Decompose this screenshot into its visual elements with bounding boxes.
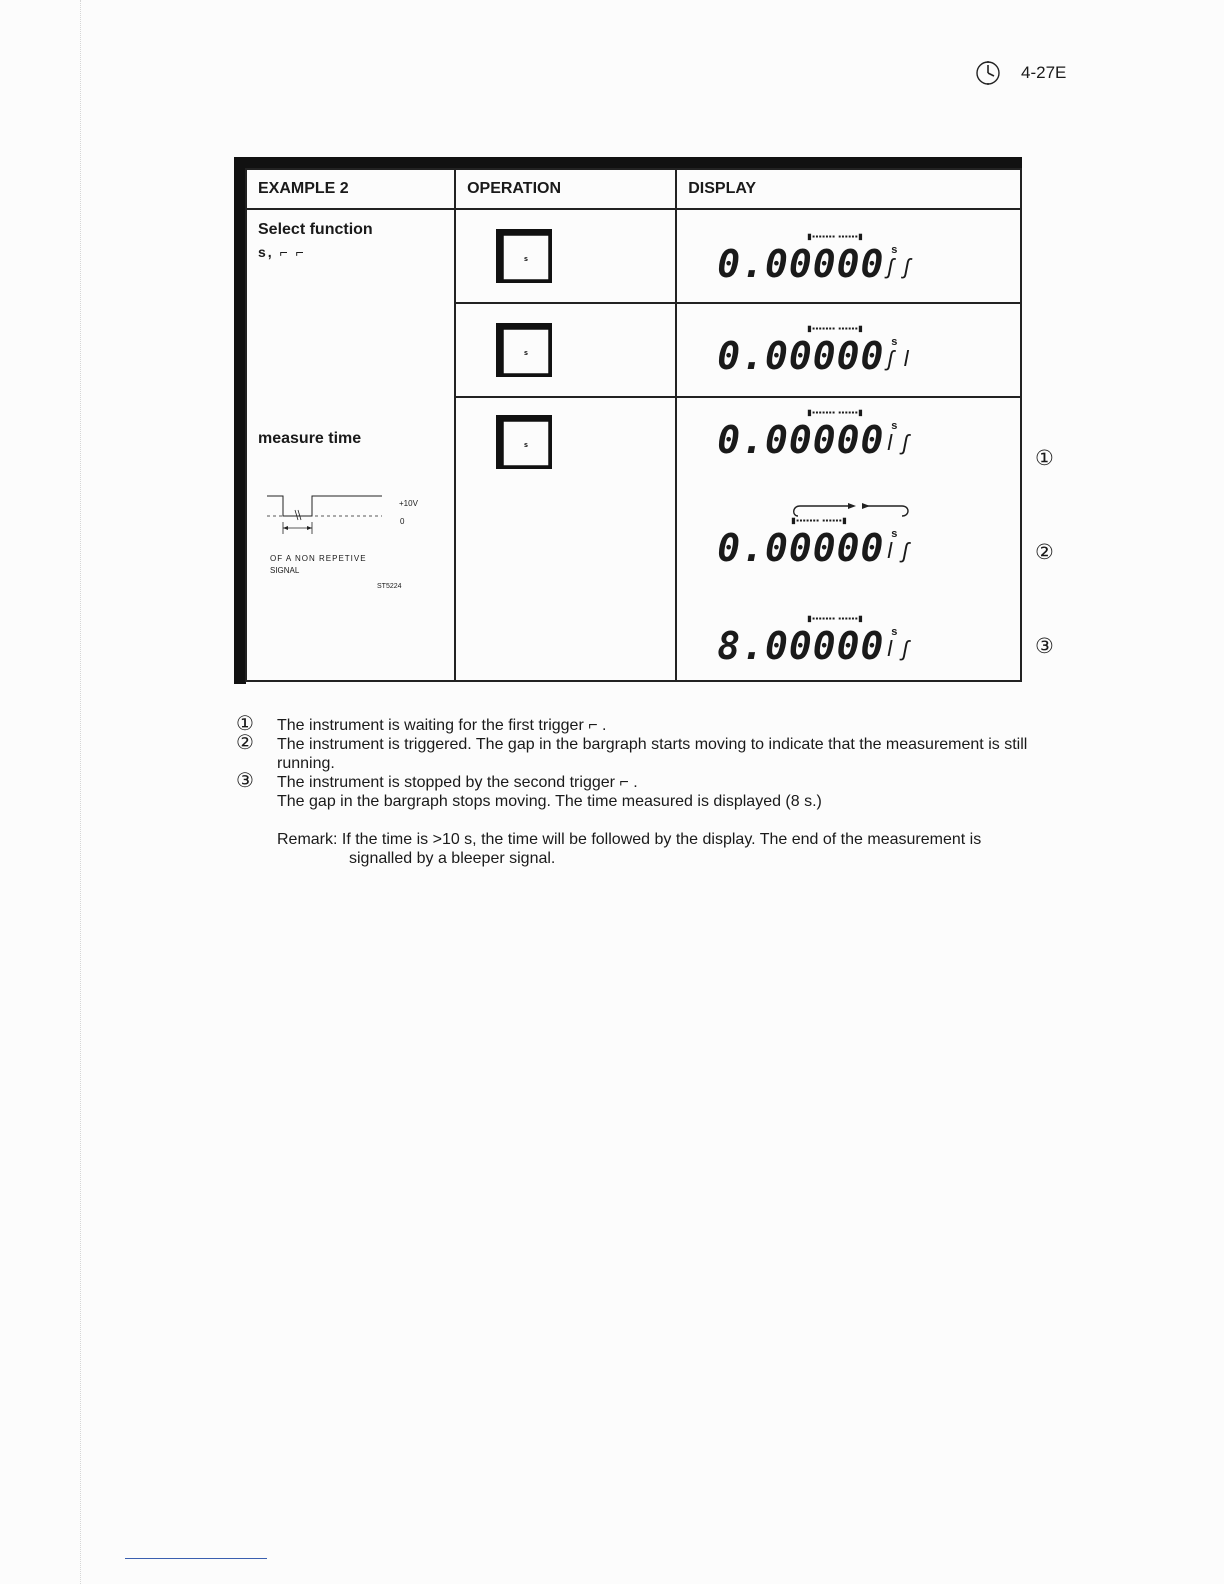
key-label: s xyxy=(524,442,529,449)
trigger-indicator: l ʃ xyxy=(887,538,911,563)
display-readout-4 xyxy=(677,516,1020,596)
figure-number: ST5224 xyxy=(377,583,402,590)
page-number: 4-27E xyxy=(1021,63,1067,82)
trigger-indicator: ʃ l xyxy=(887,346,911,371)
key-s-icon xyxy=(494,413,556,473)
trigger-indicator: l ʃ xyxy=(887,636,911,661)
trigger-indicator: l ʃ xyxy=(887,430,911,455)
note-text-continued: running. xyxy=(277,755,335,772)
remark-line2: signalled by a bleeper signal. xyxy=(349,850,556,867)
display-digits: 8.00000 xyxy=(717,624,885,668)
trigger-waveform xyxy=(267,492,417,537)
note-number: ② xyxy=(236,732,254,754)
select-function-title: Select function xyxy=(258,221,373,238)
display-cell-2 xyxy=(676,303,1021,397)
example-table xyxy=(234,157,1022,684)
wave-label-zero: 0 xyxy=(400,517,405,526)
note-text-continued: The gap in the bargraph stops moving. The time measured is displayed (8 s.) xyxy=(277,793,822,810)
scan-margin xyxy=(80,0,85,1584)
bargraph: ▮▪▪▪▪▪▪▪ ▪▪▪▪▪▪▮ xyxy=(807,614,864,623)
example-cell xyxy=(246,209,455,681)
operation-cell-2 xyxy=(455,303,676,397)
display-readout-5 xyxy=(677,614,1020,694)
display-digits: 0.00000 xyxy=(717,242,885,286)
remark-line1: Remark: If the time is >10 s, the time will be followed by the display. The end of the measurement is xyxy=(277,831,982,848)
wave-label-plus: +10V xyxy=(399,499,418,508)
display-unit: s xyxy=(891,528,898,540)
display-readout-1 xyxy=(677,232,1020,312)
display-unit: s xyxy=(891,244,898,256)
display-unit: s xyxy=(891,336,898,348)
bargraph: ▮▪▪▪▪▪▪▪ ▪▪▪▪▪▪▮ xyxy=(791,516,848,525)
note-text: The instrument is stopped by the second trigger ⌐ . xyxy=(277,774,638,791)
operation-cell-1 xyxy=(455,209,676,303)
display-digits: 0.00000 xyxy=(717,418,885,462)
wave-caption-line2: SIGNAL xyxy=(270,566,300,575)
bargraph: ▮▪▪▪▪▪▪▪ ▪▪▪▪▪▪▮ xyxy=(807,324,864,333)
page-header xyxy=(975,60,1066,86)
note-text: The instrument is triggered. The gap in the bargraph starts moving to indicate that the measurement is still xyxy=(277,736,1028,753)
note-text: The instrument is waiting for the first trigger ⌐ . xyxy=(277,717,607,734)
note-3 xyxy=(236,770,1072,811)
note-1 xyxy=(236,713,1072,735)
display-readout-3 xyxy=(677,408,1020,488)
key-label: s xyxy=(524,256,529,263)
scan-artifact-line xyxy=(125,1558,267,1559)
display-cell-1 xyxy=(676,209,1021,303)
operation-cell-3 xyxy=(455,397,676,681)
display-readout-2 xyxy=(677,324,1020,404)
marker-2: ② xyxy=(1035,541,1054,564)
note-2 xyxy=(236,732,1072,773)
wave-caption-line1: OF A NON REPETIVE xyxy=(270,554,367,563)
display-unit: s xyxy=(891,626,898,638)
note-number: ① xyxy=(236,713,254,735)
trigger-indicator: ʃ ʃ xyxy=(887,254,913,279)
measure-time-title: measure time xyxy=(258,430,362,447)
display-cell-3 xyxy=(676,397,1021,681)
notes-list xyxy=(236,713,1072,868)
key-s-icon xyxy=(494,227,556,287)
header-example: EXAMPLE 2 xyxy=(246,169,455,209)
display-digits: 0.00000 xyxy=(717,526,885,570)
header-operation: OPERATION xyxy=(455,169,676,209)
key-s-icon xyxy=(494,321,556,381)
display-unit: s xyxy=(891,420,898,432)
remark xyxy=(236,830,1072,868)
note-number: ③ xyxy=(236,770,254,792)
marker-3: ③ xyxy=(1035,635,1054,658)
header-display: DISPLAY xyxy=(676,169,1021,209)
bargraph: ▮▪▪▪▪▪▪▪ ▪▪▪▪▪▪▮ xyxy=(807,232,864,241)
display-digits: 0.00000 xyxy=(717,334,885,378)
key-label: s xyxy=(524,350,529,357)
marker-1: ① xyxy=(1035,447,1054,470)
select-function-symbols: s, ⌐ ⌐ xyxy=(258,244,306,260)
bargraph: ▮▪▪▪▪▪▪▪ ▪▪▪▪▪▪▮ xyxy=(807,408,864,417)
clock-icon xyxy=(975,60,1001,86)
